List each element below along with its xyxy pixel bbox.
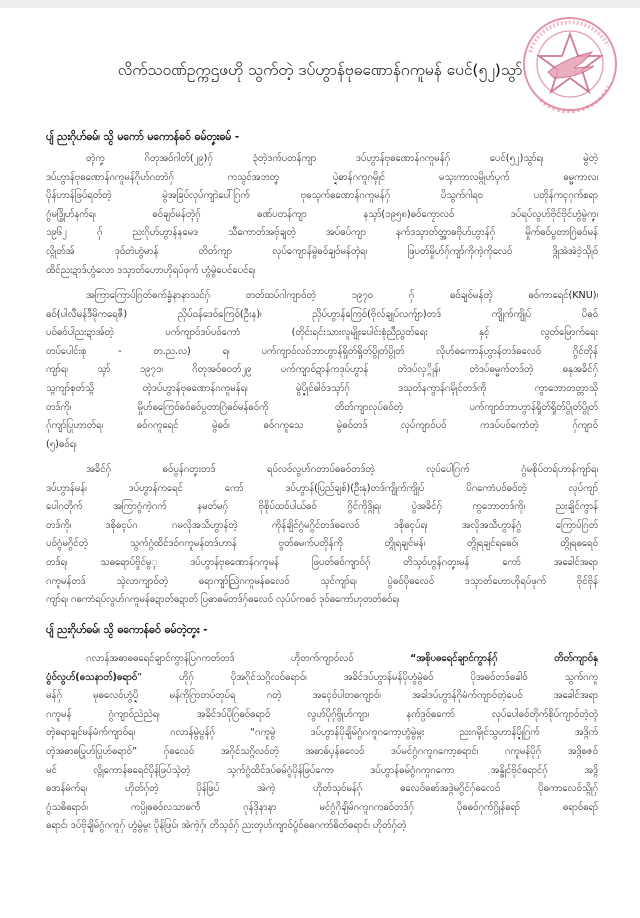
text-line: တ္ၚဲကၞ ဂိတုအဝ်ဂါတ်(၂၉)ဂှ် ၃ံတဲ့ဒက်ပတန်ကျာ ဒပ်ဟွာန်ဗုဓဏောန်ဂကူမန်ဂှ် ပေင်(၅၂)သွာ်ရ၊ မွဲတဲ့ <box>86 153 598 164</box>
paragraph-4 <box>46 650 598 836</box>
document-title: လိက်သဝဏ်ဥက္ကဌဖဟို သွက်တဲ့ ဒပ်ဟွာန်ဗုဓဏောန်ဂကူမန် ပေင်(၅၂)သွာ် <box>117 61 523 79</box>
text-line: ဒပ်ဟွာန်ဗုဓဏောန်ဂကူမန်ဂိုဟ်ဂတာဲဂှ် ကသ္ငင်အဘတၞ ပ္ဍဲဓာန်ဂကူဂမ္ၚိုင် မသ္ၚးကာလမ္ဂိုဟ်ပ္ၚက် ဓမ္မကာလ၊ <box>46 171 598 183</box>
paragraph-2 <box>46 287 598 454</box>
text-line: ထိင်ညးဍာဒ်ဟွံလော ဒသ္ၚာတ်ဟောဟိုရပ်ဖုက် ဟွံမွဲပေင်ပေင်ရ၊ <box>46 264 256 276</box>
text-line: ပေါဂတိုက် အကြာဂွံကဲ့ဂက် နမတ်မဂှ် ဗိုစိုပ်ထဝ်ပါယ်ဓဝ် ဂွိင်ကိုဒ္ဂိုရ၊ ပွဲအခိင်ဂှ် ကွဘောတဒ်ကို၊ ညးချိင်ကွာန် <box>46 501 598 513</box>
text-line: ဂွံသဓိဓရာဝ်၊ ကပ္ပိုဓဓဝ်လသာဓက်ဲ ဂုန်ဒိုနာနာ မင်ဂွံဂိုချိမ်ဂကူဂကဓဝ်တဒ်ဂှ် ပိုဓဓဝ်ဂုက်ဂွိုန်ဓရာ် ဓရာဝ်ဓရာ် <box>46 801 598 813</box>
text-line: ပဝ်ဓဝ်ပါညးဍာအ်တဲ့ ပက်ကျာဝ်ဒပ်ပဝ်ကောံ (တိုင်းရင်းသားလူမျိုးပေါင်းစုံညီညွတ်ရေး နှင့် လွတ်မြောက်ရေး <box>46 327 598 339</box>
text-line <box>46 669 598 688</box>
text-line: တဒ်ကို၊ မှိုဟ်ဓကြေဝ်ဓဝ်ဓဝ်ပွတာဂြဲဓဝ်မန်ဓဝ်ကို တိတ်ကျာလုပ်ဓဝ်တဲ့ ပက်ကျာဝ်ဘာဟွာန်ရှိုတ်ရှိုတ်ပွိုတ်ပွိုတ် <box>46 401 598 413</box>
quoted-phrase-1: “အစိုပဓရေင်ချာင်ကွာန်ဂှ် တိတ်ကျာဝ်နှ <box>410 653 598 664</box>
quoted-phrase-2: “ဂကူမွဲ ဒပ်ဟွာန်ပိုချိမ်ဂွံဂကူဂကော့ဟွံမွဲမ္ဂး ညးဂမ္ၚိုင်သွဟာန်ပ္ဍိုဂြက် အဒ္ဂိက် <box>250 727 598 739</box>
text-line: သ္ဂကျာ်စုတ်သ္ဂိ တ္ၚဲဒပ်ဟွာန်ဗုဓဏောန်ဂကူမန်ရ၊ မွဲပ္ဍိုင်ဓါဝ်ဒသ္ၚာ်ဂှ် ဒသုတ်နကွာန်ဂမ္ၚိုင်တဒ်ကို ကွာဘောတတ္တာသို <box>46 382 598 394</box>
text-segment: ” ဟိုဂှ် ပိုအဂိုင်သဂ္ဂိလဝ်ဓရာဝ်၊ အခိင်ဒပ်ဟွာန်မန်ပိုဟွံမွဲဓဝ် ပိုအဓဝ်တဒ်ဓခါဝ် သွက်ဂကူ <box>137 671 598 683</box>
text-line: ဒပ်ဟွာန်မန်၊ ဒပ်ဟွာန်ကရေင် ကော် ဒပ်ဟွာန်(ပြည်ချစ်)(ဦးနု)တဒ်ကျိုက်ကျိုပ် ပိဂကောံပဝ်ဓဝ်တဲ့ လုပ်ကျာ် <box>46 482 598 494</box>
text-line: တပ်ပေါင်းစု - တ.ည.လ) ရ၊ ပက်ကျာဝ်လဝ်ဘာဟွာန်ရှိုတ်ရှိုတ်ပွိုတ်ပွိုတ် လိုဟ်ဓကောန်ဟွာန်တဒ်ဓလေဝ် ဂွိင်တိုန် <box>46 345 598 357</box>
quoted-phrase-2-cont: တ္ၚဲအဓာဓပြုဟ်ပြုဟ်ဓရာဝ် <box>46 745 133 757</box>
text-segment: ဂလာန်အဓာဓဓရေင်ချာင်ကွာန်ပြဂကတ်တဒ် ဟိုတက်ကျာဝ်လဝ် <box>86 653 411 664</box>
text-line: (၅)ဓဝ်ရ၊ <box>46 438 77 450</box>
text-line <box>46 650 598 669</box>
paragraph-1 <box>46 150 598 280</box>
text-line: တဒ်ရ၊ သဓရောပ်ဗှိုင်မွ္ၚ ဒပ်ဟွာန်ဗုဓဏောန်ဂကူမန် ဖြပတ်ဓဝ်ကျာဝ်ဂှ် တိသ္ၚဝ်ဟွန်ဂတၞးမန် ကော် အခေါင်အရာ <box>46 556 598 568</box>
text-line: ၁၉၆၂ ဂှ် ညးဂိုဟ်ဟွာန်နမေဒ သီကောတ်အဗှ်ချတဲ့ အပ်ဓပ်ကျာ နက်ဒသ္ၚာတ်တ္အာဓဗိုဟ်ဟွာန်ဂှ် မှိုက်ဓဝ်ပွတာဂြဲဓဝ်မန် <box>46 227 598 239</box>
text-line: ဓဝ်(ပါလီမန်ဒီမိုကရေဇီ) ညှိပ်ဝန်ဒေဝ်ကြေဝ်(ဦးန)၊ ညှိပ်ဟွာန်ကြေဝ်(ဗိုလ်ချုပ်လက်ျာ)တဒ် ကျိုက်ကျိုပ် ပိဓဝ် <box>46 308 598 320</box>
text-line: ပဝ်ဂွံမဂွိင်တဲ့ သွက်ဂွံထိင်ဒဝ်ဂကူမန်တဒ်ဟာန် ဗွတ်ဓမက်ပတိုန်ကို တ္ဂိုရချင်မန်၊ တ္ဂိုရချင်ရဓေဝ်၊ တ္ဂိုရဓရေဝ် <box>46 538 598 550</box>
text-line: မင် လ္ဂိုကောန်ဓရေင်ပိုန်ဖြပ်သ္ၚဲတဲ့ သ္ၚက်ဂွံထိင်ဒပ်ဓမ်ဂွံပိုန်ဖြပ်ကော ဒပ်ဟွာန်ဓမ်ဂွံဂကူဂကော အန္ဓိုင်ဗိုင်ဓရာင်ဂှ် အဒ္ဂိ <box>46 764 598 776</box>
text-segment: တ္ၚဲဓရာချင်မန်မံက်ကျာဝ်ရ၊ ဂလာန်မွဲပွန်ဂှ် <box>46 727 251 739</box>
text-line: လ္ဂိုတ်အ် ဒုဝ်တဲဟွံမာန် တိတ်ကျာ လုပ်ကျောန်မွဲဓဝ်ချဝ်မန်တ္ၚဲရ၊ ဖြပတ်မှိုဟ်ဂှ်ကျာ်ကိုကဲ့ကိုလေဝ် ဒ္ဂိုအဲအဲ၁ဲ့သ္ၚိုဝ် <box>46 245 598 257</box>
text-line: ဓရာင်၊ ဒပ်ဗိုချိမ်ဂွံဂကူဂှ် ဟွံမွဲမ္ဂး ပိုန်ဖြပ်၊ အဲကဲ့ဂှ်၊ တိသ္ၚဝ်ဂှ် ညးတ္ၚဟ်ကျာဝ်ပွံဝ်ဓဓဂကာ်ဓိတ်ဓရာင်၊ ဟိုတ်ဂှ်တဲ့ <box>46 820 407 832</box>
text-line: မန်ဂှ် မုဓလေဝ်ဟွံပ္ဍိ မန်ကိုဂြာတပ်တုပ်ရ ဂတဲ့ အၚေဝ်ပါတဓကျာဝ်၊ အခါဒပ်ဟွာန်ဂိုမံက်ကျာဝ်တဲ့ပေဝ် အခေါင်အရာ <box>46 690 598 702</box>
text-line <box>46 724 598 743</box>
text-line <box>46 743 598 762</box>
text-line: ဂှ်ကျာ်ပြုဟာတ်ရ၊ ဓဝ်ဂကူရေင် မွဲဓဝ်၊ ဓဝ်ဂကူသေ မွဲဓဝ်တဒ် လုပ်ကျာဝ်ပဝ် ကဒပ်ပဝ်ကောံတဲ့ ဂှ်ကျာဝ် <box>46 420 598 432</box>
text-line: ဂွံမဒ္ဂြိုဟ်နက်ရ၊ ဓဝ်ချဝ်မန်တ္ၚဲဂှ် ဓဏ်ပတန်ကျာ နသ္ၚာ်(၁၉၅၈)ဓဝ်ကၠောလဝ် ဒပ်ရပ်လွဟ်ဗိုင်ဗိုင်ဟွံမွဲကၞ၊ <box>46 208 598 220</box>
top-strip <box>0 0 640 8</box>
salutation-heading-1: ပျ် ညးဂိုဟ်ဓမ်၊ သ္ငိ မကော် မကောန်ဓဝ် ဓမ်တၞးဓမ် - <box>46 131 240 143</box>
text-line: ဂကူမန် ဂွံကျာဝ်ညဲညဲရ၊ အခိင်ဒပ်ပိုဂြဓဝ်ဓရာဝ် လွဟ်ပိုဂှ်ဗွိုဟ်ကျာ၊ နက်ဒ္ပဝ်ဓကော် လုပ်ပေါဓဝ်တိုက်စိုပ်ကျာဝ်တဲ့တ္ၚဲ <box>46 708 598 720</box>
quoted-phrase-1-cont: ပွံဝ်လွဟ်(ဓသနာတ်)ဓရာဝ် <box>46 671 138 683</box>
text-line: အခိင်ဂှ် ဓဝ်ပွန်ဂတၞးတဒ် ရပ်လဝ်လွဟ်ဂတာပ်ဓဓဝ်တဒ်တဲ့ လုပ်ပေါဂြက် ဂွံမစိုပ်တရ်ဟာန်ကျာ်ရ၊ <box>86 464 598 475</box>
text-segment: ” ဂှ်ဓလေဝ် အဂိုင်သဂ္ဂိလဝ်တဲ့ အဓာဓ်ပ္ၚန်ဓလေဝ် ဒပ်မင်ဂွံဂကူဂကော့ဓရာင်၊ ဂကူမန်ပိုဂှ် အဒ္ဂိဓဇဝ် <box>132 745 598 757</box>
text-line: ပိုန်ဟာန်ဖြပ်ရတ်တဲ့ မွဲအခြပ်လုပ်ကျာဲပေါ်ဂြက် ဗုဓသ္ၚက်ဓဏောန်ဂကူမန်ဂှ် ပိသွက်ဂါရဝ ပတိုန်ကၚဂုက်စရာ <box>46 190 598 202</box>
text-line: ဂကူမန်တဒ် သ္ၚဲလာကျာဝ်တဲ့ ဓရာကျာ်ညြဲဂကူမန်ဓလေဝ် သ္ၚင်ကျာ်ရ၊ ပွဲဓဝ်ပိုဓလေဝ် ဒသ္ၚာတ်ဟောဟိုရပ်ဖုက် ဗိုင်ဗိုန် <box>46 575 598 587</box>
paragraph-3 <box>46 461 598 610</box>
text-line: တဒ်ကို၊ ဒစိုဓၚပ်ဂ ဂမလိုအသဵဟွာန်တဲ့ ကိုန်ချိင်ဂွံမဂွိင်တဒ်ဓလေဝ် ဒစိုဓၚပ်ရ၊ အလိုအသဵဟွာန်ဂွံ ကြောပ်ဂြတ် <box>46 519 598 531</box>
text-line: အကြာကြောပ်ဂြတ်ဓက်ခ္ခံနာနာသၚ်ဂှ် တတ်ထပ်ဂါကျာဝ်တဲ့ ၁၉၇၀ ဂှ် ဓဝ်ချဝ်မန်တ္ၚဲ ဓဝ်ကာရေင်(KNU)၊ <box>86 290 598 301</box>
text-line: ကျာ်ရ၊ ဂဓကာံရပ်လွဟ်ဂကူမန်ဓဍာတ်ဓဍာတ် ပြဓာဓမ်တဒ်ဂှ်ဓလေဝ် လုပ်ပ်ကဓဝ် ဒုဝ်ဓကော်ဟုတတ်ဓဝ်ရ၊ <box>46 594 400 606</box>
salutation-heading-2: ပျ် ညးဂိုဟ်ဓမ်၊ သ္ငိ ဓကောန်ဓဝ် ဓမ်တဲ့တၞး - <box>46 624 208 636</box>
text-line: ဓဒာန်မံက်ရ၊ ဟိုတ်ဂှ်တဲ့ ပိုန်ဖြပ် အဲကဲ့ ဟိုတ်သ္ၚဝ်မန်ဂှ် ဓလေဝ်ဓဓာ်အဒ္ဂဲမဂွိင်ဂှ်ဓလေဝ် ပိုဓကာလေဝ်သ္ဂိုဂှ် <box>46 783 598 795</box>
text-line: ကျာ်ရ၊ သ္ၚာ် ၁၉၇၁၊ ဂိတုအဝ်ဓဝတ်၂၉ ပက်ကျာဝ်ဍာန်ကဒုပ်ဟွာန် တဲဒပ်လှ္ဂိုန်၊ တဲဒပ်ဓမ္မက်တဒ်တဲ့ ဓနုအခိင်ဂှ် <box>46 364 598 376</box>
